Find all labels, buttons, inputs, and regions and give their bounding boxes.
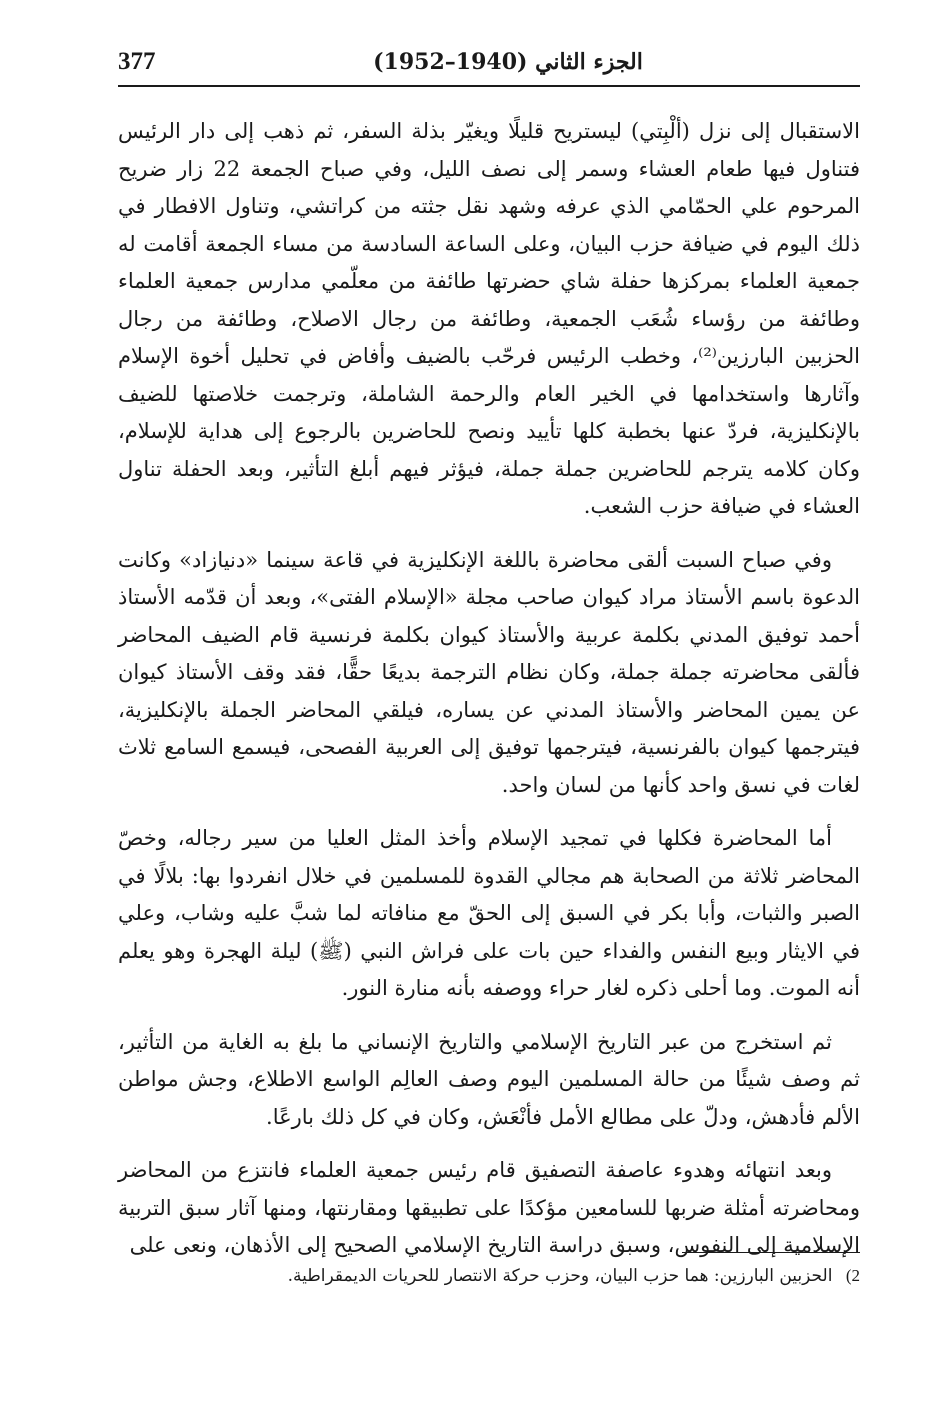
running-head: الجزء الثاني (1940–1952)	[373, 49, 643, 75]
footnote-rule	[682, 1252, 860, 1253]
page-number: 377	[118, 48, 156, 75]
paragraph-4: ثم استخرج من عبر التاريخ الإسلامي والتاريخ الإنساني ما بلغ به الغاية من التأثير، ثم وصف شيئًا من حالة المسلمين اليوم وصف العالِم الواسع الاطلاع، وجش مواطن الألم فأدهش، ودلّ على مطالع الأمل فأنْعَش، وكان في كل ذلك بارعًا.	[118, 1029, 860, 1129]
header-rule	[118, 85, 860, 87]
paragraph-3: أما المحاضرة فكلها في تمجيد الإسلام وأخذ المثل العليا من سير رجاله، وخصّ المحاضر ثلاثة من الصحابة هم مجالي القدوة للمسلمين في خلال انفردوا بها: بلالًا في الصبر والثبات، وأبا بكر في السبق إلى الحقّ مع منافاته لما شبَّ عليه وشاب، وعلي في الايثار وبيع النفس والفداء حين بات على فراش النبي (ﷺ) ليلة الهجرة وهو يعلم أنه الموت. وما أحلى ذكره لغار حراء ووصفه بأنه منارة النور.	[118, 826, 860, 1000]
paragraph-2: وفي صباح السبت ألقى محاضرة باللغة الإنكليزية في قاعة سينما «دنيازاد» وكانت الدعوة باسم الأستاذ مراد كيوان صاحب مجلة «الإسلام الفتى»، وبعد أن قدّمه الأستاذ أحمد توفيق المدني بكلمة عربية والأستاذ كيوان بكلمة فرنسية قام الضيف المحاضر فألقى محاضرته جملة جملة، وكان نظام الترجمة بديعًا حقًّا، فقد وقف الأستاذ كيوان عن يمين المحاضر والأستاذ المدني عن يساره، فيلقي المحاضر الجملة بالإنكليزية، فيترجمها كيوان بالفرنسية، فيترجمها توفيق إلى العربية الفصحى، فيسمع السامع ثلاث لغات في نسق واحد كأنها من لسان واحد.	[118, 547, 860, 797]
footnote-mark: 2)	[845, 1266, 860, 1285]
paragraph-1: الاستقبال إلى نزل (ألْبِتي) ليستريح قليلًا ويغيّر بذلة السفر، ثم ذهب إلى دار الرئيس فتناول فيها طعام العشاء وسمر إلى نصف الليل، وفي صباح الجمعة 22 زار ضريح المرحوم علي الحمّامي الذي عرفه وشهد نقل جثته من كراتشي، وتناول الافطار في ذلك اليوم في ضيافة حزب البيان، وعلى الساعة السادسة من مساء الجمعة أقامت له جمعية العلماء بمركزها حفلة شاي حضرتها طائفة من معلّمي مدارس جمعية العلماء وطائفة من رؤساء شُعَب الجمعية، وطائفة من رجال الاصلاح، وطائفة من رجال الحزبين البارزين⁽²⁾، وخطب الرئيس فرحّب بالضيف وأفاض في تحليل أخوة الإسلام وآثارها واستخدامها في الخير العام والرحمة الشاملة، وترجمت خلاصتها للضيف بالإنكليزية، فردّ عنها بخطبة كلها تأييد ونصح للحاضرين بالرجوع إلى هداية للإسلام، وكان كلامه يترجم للحاضرين جملة جملة، فيؤثر فيهم أبلغ التأثير، وبعد الحفلة تناول العشاء في ضيافة حزب الشعب.	[118, 119, 861, 518]
page-header	[118, 44, 860, 84]
paragraph-5: وبعد انتهائه وهدوء عاصفة التصفيق قام رئيس جمعية العلماء فانتزع من المحاضر ومحاضرته أمثلة ضربها للسامعين مؤكدًا على تطبيقها ومقارنتها، ومنها آثار سبق التربية الإسلامية إلى النفوس، وسبق دراسة التاريخ الإسلامي الصحيح إلى الأذهان، ونعى على	[118, 1158, 860, 1257]
footnote	[118, 1262, 860, 1290]
footnote-text: الحزبين البارزين: هما حزب البيان، وحزب حركة الانتصار للحريات الديمقراطية.	[287, 1266, 833, 1286]
body-text	[118, 113, 860, 1281]
